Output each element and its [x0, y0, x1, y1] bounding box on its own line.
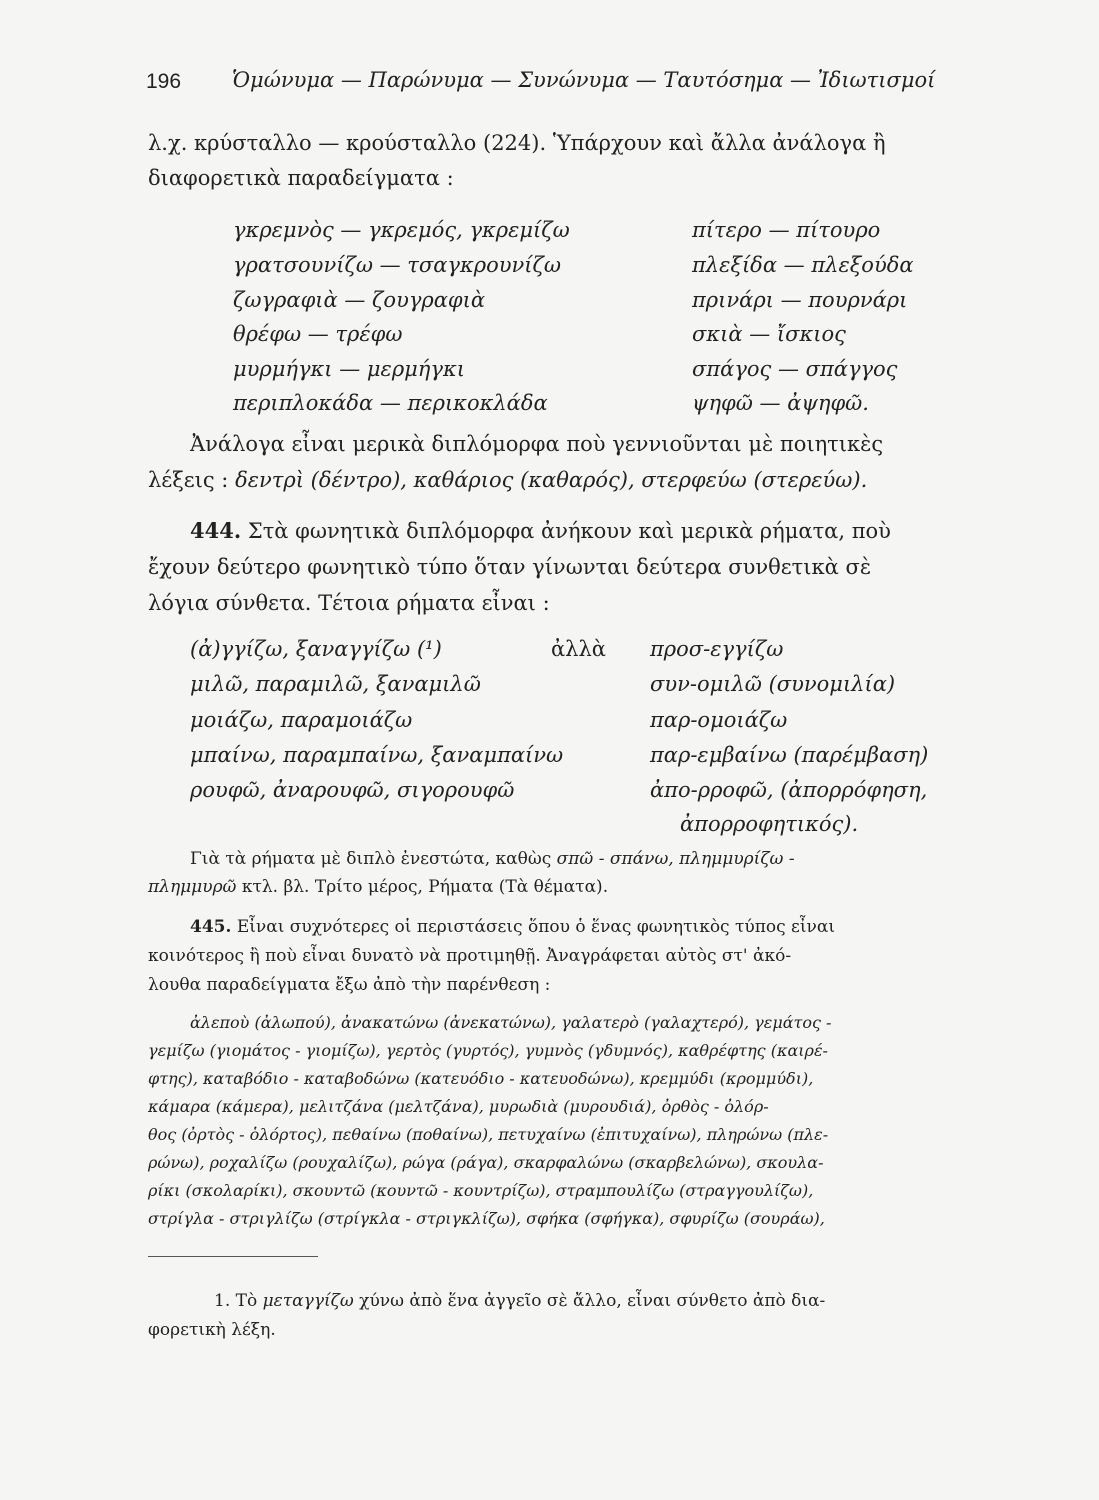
footnote-divider — [148, 1256, 318, 1257]
list-item: σπάγος — σπάγγος — [692, 357, 898, 381]
list-item: μιλῶ, παραμιλῶ, ξαναμιλῶ — [190, 672, 481, 696]
poetic-line-2 — [148, 462, 867, 498]
footnote-line-1 — [214, 1291, 825, 1311]
list-item: πρινάρι — πουρνάρι — [692, 288, 908, 312]
example-line: στρίγλα - στριγλίζω (στρίγκλα - στριγκλίζω), σφήκα (σφήγκα), σφυρίζω (σουράω), — [148, 1209, 825, 1228]
example-line: φτης), καταβόδιο - καταβοδώνω (κατευόδιο - κατευοδώνω), κρεμμύδι (κρομμύδι), — [148, 1069, 814, 1088]
intro-line-1: λ.χ. κρύσταλλο — κρούσταλλο (224). Ὑπάρχουν καὶ ἄλλα ἀνάλογα ἢ — [148, 131, 886, 155]
footnote-word: μεταγγίζω — [262, 1291, 354, 1311]
note-line-1 — [190, 849, 795, 869]
example-line: ρώνω), ροχαλίζω (ρουχαλίζω), ρώγα (ράγα), σκαρφαλώνω (σκαρβελώνω), σκουλα- — [148, 1153, 824, 1172]
example-line: θος (ὀρτὸς - ὁλόρτος), πεθαίνω (ποθαίνω), πετυχαίνω (ἐπιτυχαίνω), πληρώνω (πλε- — [148, 1125, 829, 1144]
example-line: γεμίζω (γιομάτος - γιομίζω), γερτὸς (γυρτός), γυμνὸς (γδυμνός), καθρέφτης (καιρέ- — [148, 1041, 828, 1060]
list-item: ἀπο-ρροφῶ, (ἀπορρόφηση, — [650, 778, 928, 802]
example-line: ἀλεποὺ (ἀλωπού), ἀνακατώνω (ἀνεκατώνω), γαλατερὸ (γαλαχτερό), γεμάτος - — [190, 1013, 832, 1032]
note-text: κτλ. βλ. Τρίτο μέρος, Ρήματα (Τὰ θέματα). — [241, 877, 609, 897]
list-item: ρουφῶ, ἀναρουφῶ, σιγορουφῶ — [190, 778, 515, 802]
poetic-examples: δεντρὶ (δέντρο), καθάριος (καθαρός), στερφεύω (στερεύω). — [235, 468, 868, 492]
section-444-text: Στὰ φωνητικὰ διπλόμορφα ἀνήκουν καὶ μερικὰ ρήματα, ποὺ — [247, 519, 891, 543]
list-item: παρ-ομοιάζω — [650, 708, 788, 732]
list-item: μοιάζω, παραμοιάζω — [190, 708, 413, 732]
section-445-line-2: κοινότερος ἢ ποὺ εἶναι δυνατὸ νὰ προτιμηθῇ. Ἀναγράφεται αὐτὸς στ' ἀκό- — [148, 946, 792, 966]
note-line-2 — [148, 877, 608, 897]
list-item: θρέφω — τρέφω — [233, 322, 403, 346]
section-445-text: Εἶναι συχνότερες οἱ περιστάσεις ὅπου ὁ ἕνας φωνητικὸς τύπος εἶναι — [236, 917, 835, 937]
note-text: Γιὰ τὰ ρήματα μὲ διπλὸ ἐνεστώτα, καθὼς — [190, 849, 552, 869]
list-item: μπαίνω, παραμπαίνω, ξαναμπαίνω — [190, 743, 564, 767]
note-example: σπῶ - σπάνω, πλημμυρίζω - — [556, 849, 795, 869]
list-item: γκρεμνὸς — γκρεμός, γκρεμίζω — [233, 218, 570, 242]
list-item: πλεξίδα — πλεξούδα — [692, 253, 914, 277]
footnote-prefix: 1. Τὸ — [214, 1291, 258, 1311]
list-item: μυρμήγκι — μερμήγκι — [233, 357, 465, 381]
footnote-line-2: φορετικὴ λέξη. — [148, 1320, 276, 1340]
page-number: 196 — [146, 70, 182, 93]
section-445-line-3: λουθα παραδείγματα ἔξω ἀπὸ τὴν παρένθεση : — [148, 975, 551, 995]
list-item: (ἀ)γγίζω, ξαναγγίζω (¹) — [190, 637, 442, 661]
section-444-line-1 — [190, 513, 891, 549]
section-444-line-3: λόγια σύνθετα. Τέτοια ρήματα εἶναι : — [148, 591, 550, 615]
list-item: γρατσουνίζω — τσαγκρουνίζω — [233, 253, 562, 277]
section-444-line-2: ἔχουν δεύτερο φωνητικὸ τύπο ὅταν γίνωνται δεύτερα συνθετικὰ σὲ — [148, 555, 872, 579]
list-item: προσ-εγγίζω — [650, 637, 784, 661]
list-item: πίτερο — πίτουρο — [692, 218, 881, 242]
poetic-line-1: Ἀνάλογα εἶναι μερικὰ διπλόμορφα ποὺ γεννιοῦνται μὲ ποιητικὲς — [190, 432, 884, 456]
list-item: περιπλοκάδα — περικοκλάδα — [233, 391, 548, 415]
intro-line-2: διαφορετικὰ παραδείγματα : — [148, 166, 454, 190]
example-line: κάμαρα (κάμερα), μελιτζάνα (μελτζάνα), μυρωδιὰ (μυρουδιά), ὀρθὸς - ὀλόρ- — [148, 1097, 769, 1116]
section-445-line-1 — [190, 917, 835, 937]
list-item: ζωγραφιὰ — ζουγραφιὰ — [233, 288, 486, 312]
footnote-text: χύνω ἀπὸ ἕνα ἀγγεῖο σὲ ἄλλο, εἶναι σύνθετο ἀπὸ δια- — [359, 1291, 826, 1311]
list-item: ἀπορροφητικός). — [680, 812, 859, 836]
note-example: πλημμυρῶ — [148, 877, 237, 897]
running-title: Ὁμώνυμα — Παρώνυμα — Συνώνυμα — Ταυτόσημα — Ἰδιωτισμοί — [232, 68, 936, 92]
contrast-word: ἀλλὰ — [551, 637, 606, 661]
poetic-label: λέξεις : — [148, 468, 229, 492]
list-item: συν-ομιλῶ (συνομιλία) — [650, 672, 896, 696]
list-item: σκιὰ — ἴσκιος — [692, 322, 846, 346]
list-item: παρ-εμβαίνω (παρέμβαση) — [650, 743, 929, 767]
section-number: 445. — [190, 917, 232, 937]
section-number: 444. — [190, 518, 242, 543]
example-line: ρίκι (σκολαρίκι), σκουντῶ (κουντῶ - κουντρίζω), στραμπουλίζω (στραγγουλίζω), — [148, 1181, 814, 1200]
list-item: ψηφῶ — ἀψηφῶ. — [692, 391, 869, 415]
